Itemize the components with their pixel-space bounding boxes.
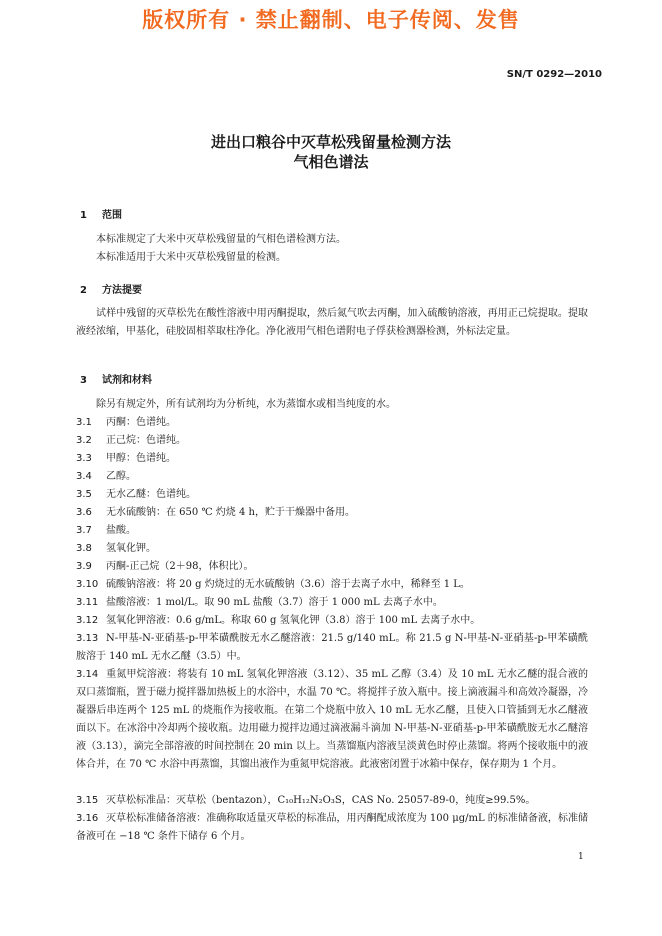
item-text: 丙酮-正己烷（2＋98，体积比）。 (106, 561, 254, 572)
section-number: 3 (80, 375, 87, 386)
item-text: 重氮甲烷溶液：将装有 10 mL 氢氧化钾溶液（3.12）、35 mL 乙醇（3.4）及 10 mL 无水乙醚的混合液的双口蒸馏瓶，置于磁力搅拌器加热板上的水浴中，水温 70 ℃。将搅拌子放入瓶中。接上滴液漏斗和高效冷凝器，冷凝器后串连两个 125 mL 的烧瓶作为接收瓶。在第二个烧瓶中放入 10 mL 无水乙醚，且使入口管插到无水乙醚液面以下。在冰浴中冷却两个接收瓶。边用磁力搅拌边通过滴液漏斗滴加 N-甲基-N-亚硝基-p-甲苯磺酰胺无水乙醚溶液（3.13），滴完全部溶液的时间控制在 20 min 以上。当蒸馏瓶内溶液呈淡黄色时停止蒸馏。将两个接收瓶中的液体合并，在 70 ℃ 水浴中再蒸馏，其馏出液作为重氮甲烷溶液。此液密闭置于冰箱中保存，保存期为 1 个月。 (76, 669, 588, 770)
reagent-item (76, 504, 588, 522)
item-text: 正己烷：色谱纯。 (106, 435, 186, 446)
item-number: 3.10 (76, 579, 99, 590)
reagent-item (76, 486, 588, 504)
item-number: 3.1 (76, 417, 92, 428)
section-title: 方法提要 (102, 285, 142, 296)
section-title: 试剂和材料 (102, 375, 152, 386)
reagent-item (76, 612, 588, 630)
section-number: 2 (80, 285, 87, 296)
item-number: 3.14 (76, 669, 99, 680)
item-number: 3.8 (76, 543, 92, 554)
reagent-item (76, 432, 588, 450)
item-text: 无水硫酸钠：在 650 ℃ 灼烧 4 h，贮于干燥器中备用。 (106, 507, 355, 518)
item-number: 3.13 (76, 633, 99, 644)
summary-text: 试样中残留的灭草松先在酸性溶液中用丙酮提取，然后氮气吹去丙酮，加入硫酸钠溶液，再用正己烷提取。提取液经浓缩，甲基化，硅胶固相萃取柱净化。净化液用气相色谱附电子俘获检测器检测，外标法定量。 (76, 308, 588, 337)
item-text: N-甲基-N-亚硝基-p-甲苯磺酰胺无水乙醚溶液：21.5 g/140 mL。称 21.5 g N-甲基-N-亚硝基-p-甲苯磺酰胺溶于 140 mL 无水乙醚（3.5）中。 (76, 633, 588, 662)
item-number: 3.11 (76, 597, 99, 608)
item-text: 甲醇：色谱纯。 (106, 453, 176, 464)
reagent-item (76, 522, 588, 540)
scope-paragraph (76, 249, 588, 267)
reagent-item (76, 630, 588, 666)
reagent-item (76, 468, 588, 486)
item-text: 乙醇。 (106, 471, 136, 482)
item-number: 3.5 (76, 489, 92, 500)
section-heading-reagents (80, 371, 152, 386)
item-text: 氢氧化钾。 (106, 543, 156, 554)
reagents-intro (76, 396, 588, 414)
item-text: 氢氧化钾溶液：0.6 g/mL。称取 60 g 氢氧化钾（3.8）溶于 100 mL 去离子水中。 (106, 615, 481, 626)
section-number: 1 (80, 210, 87, 221)
item-text: 硫酸钠溶液：将 20 g 灼烧过的无水硫酸钠（3.6）溶于去离子水中，稀释至 1 L。 (106, 579, 470, 590)
item-text: 盐酸。 (106, 525, 136, 536)
reagent-item (76, 810, 588, 846)
reagent-item (76, 450, 588, 468)
item-text: 灭草松标准储备溶液：准确称取适量灭草松的标准品，用丙酮配成浓度为 100 μg/mL 的标准储备液，标准储备液可在 −18 ℃ 条件下储存 6 个月。 (76, 813, 588, 842)
reagent-item (76, 576, 588, 594)
reagent-item (76, 666, 588, 774)
item-number: 3.12 (76, 615, 99, 626)
item-text: 丙酮：色谱纯。 (106, 417, 176, 428)
reagent-item (76, 558, 588, 576)
item-number: 3.6 (76, 507, 92, 518)
item-number: 3.9 (76, 561, 92, 572)
page-number: 1 (578, 852, 584, 862)
item-number: 3.15 (76, 795, 99, 806)
item-number: 3.3 (76, 453, 92, 464)
section-heading-scope (80, 206, 122, 221)
reagent-item (76, 594, 588, 612)
item-number: 3.16 (76, 813, 99, 824)
item-text: 盐酸溶液：1 mol/L。取 90 mL 盐酸（3.7）溶于 1 000 mL 去离子水中。 (106, 597, 443, 608)
document-subtitle: 气相色谱法 (293, 153, 369, 171)
item-number: 3.4 (76, 471, 92, 482)
reagent-item (76, 414, 588, 432)
standard-code: SN/T 0292—2010 (506, 69, 602, 80)
reagent-item (76, 540, 588, 558)
scope-text: 本标准规定了大米中灭草松残留量的气相色谱检测方法。 (96, 234, 346, 245)
item-text: 无水乙醚：色谱纯。 (106, 489, 196, 500)
document-title: 进出口粮谷中灭草松残留量检测方法 (210, 133, 451, 151)
summary-paragraph (76, 305, 588, 341)
section-heading-summary (80, 281, 142, 296)
item-number: 3.7 (76, 525, 92, 536)
item-number: 3.2 (76, 435, 92, 446)
reagent-item (76, 792, 588, 810)
scope-paragraph (76, 231, 588, 249)
reagents-intro-text: 除另有规定外，所有试剂均为分析纯，水为蒸馏水或相当纯度的水。 (96, 399, 396, 410)
section-title: 范围 (102, 210, 122, 221)
item-text: 灭草松标准品：灭草松（bentazon），C₁₀H₁₂N₂O₃S，CAS No. 25057-89-0，纯度≥99.5%。 (106, 795, 536, 806)
scope-text: 本标准适用于大米中灭草松残留量的检测。 (96, 252, 286, 263)
copyright-watermark: 版权所有 · 禁止翻制、电子传阅、发售 (142, 8, 520, 32)
